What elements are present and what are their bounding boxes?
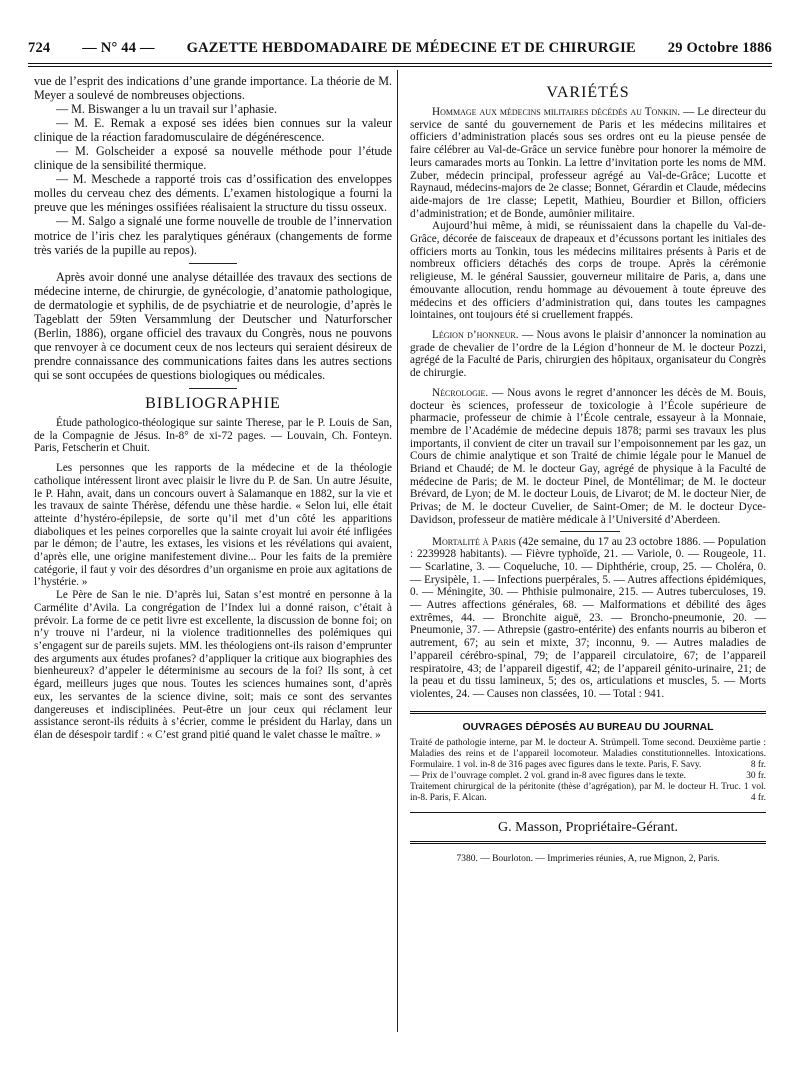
report-item: — M. Biswanger a lu un travail sur l’aphasie.: [56, 102, 277, 117]
mortalite-text: (42e semaine, du 17 au 23 octobre 1886. — Population : 2239928 habitants). — Fièvre typhoïde, 21. — Variole, 0. — Rougeole, 11. — Scarlatine, 3. — Coqueluche, 10. — Diphthérie, croup, 25. — Choléra, 0. — Erysipèle, 1. — Infections puerpérales, 5. — Autres affections épidémiques, 0. — Méningite, 30. — Phthisie pulmonaire, 215. — Autres tuberculoses, 19. — Autres affections générales, 68. — Malformations et débilité des âges extrêmes, 44. — Bronchite aiguë, 23. — Broncho-pneumonie, 20. — Pneumonie, 37. — Athrepsie (gastro-entérite) des enfants nourris au biberon et autrement, 67; au sein et mixte, 37; inconnu, 9. — Autres maladies de l’appareil cérébro-spinal, 79; de l’appareil circulatoire, 67; de l’appareil respiratoire, 43; de l’appareil digestif, 42; de l’appareil génito-urinaire, 21; de la peau et du tissu lamineux, 5; des os, articulations et muscles, 5. — Morts violentes, 24. — Causes non classées, 10. — Total : 941.: [410, 535, 767, 700]
intro-paragraph: vue de l’esprit des indications d’une grande importance. La théorie de M. Meyer a soulevé de nombreuses objections.: [34, 74, 392, 103]
ouvrage-text: Traité de pathologie interne, par M. le docteur A. Strümpell. Tome second. Deuxième partie : Maladies des reins et de l’appareil locomoteur. Maladies constitutionnelles. Intoxications. Formulaire. 1 vol. in-8 de 316 pages avec figures dans le texte. Paris, F. Savy.: [410, 737, 766, 770]
ouvrage-price: 8 fr.: [750, 759, 766, 770]
summary-paragraph: Après avoir donné une analyse détaillée des travaux des sections de médecine interne, de chirurgie, de gynécologie, d’anatomie pathologique, de dermatologie et syphilis, de de psychiatrie et de neurologie, d’après le Tageblatt der 59ten Versammlung der Deutscher und Naturforscher (Berlin, 1886), organe officiel des travaux du Congrès, nous ne pouvons que renvoyer à ce document ceux de nos lecteurs qui seraient désireux de prendre connaissance des communications faites dans les autres sections qui se sont occupées de questions biologiques ou médicales.: [34, 269, 392, 382]
necrologie-title: Nécrologie.: [432, 386, 489, 399]
header-rule-2: [28, 66, 772, 67]
section-rule: [410, 711, 766, 714]
hommage-title: Hommage aux médecins militaires décédés au Tonkin.: [432, 106, 681, 119]
header-rule: [28, 63, 772, 64]
legion-text: — Nous avons le plaisir d’annoncer la nomination au grade de chevalier de l’ordre de la Légion d’honneur de M. le docteur Pozzi, agrégé de la Faculté de Paris, chirurgien des hôpitaux, organisateur du Congrès de chirurgie.: [410, 329, 766, 380]
left-column: [34, 74, 392, 742]
ouvrage-text: Traitement chirurgical de la péritonite (thèse d’agrégation), par M. le docteur H. Truc. 1 vol. in-8. Paris, F. Alcan.: [410, 782, 766, 804]
report-item: — M. Meschede a rapporté trois cas d’ossification des enveloppes molles du cerveau chez des déments. L’examen histologique a fourni la preuve que les méninges ossifiées réalisaient la structure du tissu osseux.: [34, 172, 392, 215]
ouvrage-price: 30 fr.: [746, 771, 766, 782]
page-number: 724: [28, 40, 51, 56]
hommage-text: — Le directeur du service de santé du gouvernement de Paris et les médecins militaires et officiers d’administration placés sous ses ordres ont eu la pieuse pensée de faire célébrer au Val-de-Grâce un service funèbre pour honorer la mémoire de leurs camarades morts au Tonkin. La lettre d’invitation porte les noms de MM. Zuber, médecin principal, professeur agrégé au Val-de-Grâce; Lucotte et Raynaud, médecins-majors de 2e classe; Bonnet, Gérardin et Claude, médecins aide-majors de 1re classe; Lepetit, Mathieu, Bourdier et Billon, officiers d’administration; et de Bonde, aumônier militaire.: [410, 106, 766, 220]
report-item: — M. Golscheider a exposé sa nouvelle méthode pour l’étude clinique de la sensibilité thermique.: [34, 144, 392, 173]
varietes-heading: VARIÉTÉS: [546, 84, 630, 101]
ouvrage-entry: [410, 738, 766, 771]
ouvrage-entry: [410, 771, 766, 782]
ouvrage-text: — Prix de l’ouvrage complet. 2 vol. grand in-8 avec figures dans le texte.: [410, 771, 686, 782]
journal-title: GAZETTE HEBDOMADAIRE DE MÉDECINE ET DE CHIRURGIE: [186, 40, 636, 56]
issue-number: — N° 44 —: [82, 40, 155, 56]
right-column: [410, 74, 766, 866]
bibliography-heading: BIBLIOGRAPHIE: [145, 394, 281, 412]
report-item: — M. E. Remak a exposé ses idées bien connues sur la valeur clinique de la réaction faradomusculaire de dégénérescence.: [34, 116, 392, 145]
report-item: — M. Salgo a signalé une forme nouvelle de trouble de l’innervation motrice de l’iris chez les paralytiques généraux (changements de forme très variés de la pupille au repos).: [34, 214, 392, 257]
mortalite-paragraph: [410, 536, 766, 701]
printer-imprint: 7380. — Bourloton. — Imprimeries réunies, A, rue Mignon, 2, Paris.: [456, 854, 720, 865]
necrologie-paragraph: [410, 387, 766, 527]
separator: [560, 531, 620, 532]
section-rule: [410, 812, 766, 813]
ouvrage-entry: [410, 782, 766, 804]
bibliography-entry: Étude pathologico-théologique sur sainte Therese, par le P. Louis de San, de la Compagnie de Jésus. In-8° de xi-72 pages. — Louvain, Ch. Fonteyn. Paris, Fetscherin et Chuit.: [34, 417, 392, 455]
necrologie-text: — Nous avons le regret d’annoncer les décès de M. Bouis, docteur ès sciences, professeur de toxicologie à l’École supérieure de pharmacie, professeur de chimie à l’École centrale, essayeur à la Monnaie, membre de l’Académie de médecine depuis 1878; parmi ses travaux les plus importants, il convient de citer un travail sur l’empoisonnement par les gaz, un Cours de chimie analytique et son Traité de chimie légale pour le Manuel de Briand et Chaudé; de M. le docteur Gay, agrégé de physique à la Faculté de médecine de Paris; de M. le docteur Pinel, de Montélimar; de M. le docteur Brévard, de Lyon; de M. le docteur Louis, de Livarot; de M. le docteur Nier, de Privas; de M. le docteur Cuvelier, de Saint-Omer; de M. le docteur Dyce-Davidson, professeur de matière médicale à l’Université d’Aberdeen.: [410, 386, 766, 526]
separator: [189, 263, 237, 264]
publisher-signature: G. Masson, Propriétaire-Gérant.: [497, 820, 678, 836]
ouvrages-list: [410, 738, 766, 805]
hommage-paragraph-2: Aujourd’hui même, à midi, se réunissaient dans la chapelle du Val-de-Grâce, décorée de faisceaux de drapeaux et d’écussons portant les initiales des officiers morts au Tonkin, tous les médecins militaires présents à Paris et de nombreux officiers détachés des corps de troupe. Après la cérémonie religieuse, M. le général Saussier, gouverneur militaire de Paris, a, dans une émouvante allocution, rendu hommage au dévouement à toute épreuve des médecins et des officiers d’administration qui, dans toutes les campagnes lointaines, ont toujours été si cruellement frappés.: [410, 220, 766, 322]
mortalite-title: Mortalité à Paris: [432, 535, 516, 548]
section-rule: [410, 841, 766, 844]
ouvrage-price: 4 fr.: [750, 793, 766, 804]
ouvrages-heading: OUVRAGES DÉPOSÉS AU BUREAU DU JOURNAL: [462, 720, 714, 733]
legion-paragraph: [410, 329, 766, 380]
bibliography-paragraph: Les personnes que les rapports de la médecine et de la théologie catholique intéressent liront avec plaisir le livre du P. de San. Un autre Jésuite, le P. Hahn, avait, dans un concours ouvert à Salamanque en 1882, sur la vie et les travaux de sainte Thérèse, défendu une thèse hardie. « Selon lui, elle était atteinte d’hystéro-épilepsie, de sorte qu’il met d’un côté les apparitions diaboliques et les peines corporelles que la sainte croyait lui avoir été infligées par le démon; de l’autre, les extases, les visions et les révélations qui avaient, d’après elle, une origine manifestement divine... Pour les faits de la première catégorie, il faut y voir des désordres d’un organisme en proie aux agitations de l’hystérie. »: [34, 462, 392, 589]
legion-title: Légion d’honneur.: [432, 329, 519, 341]
issue-date: 29 Octobre 1886: [667, 40, 772, 56]
hommage-paragraph: [410, 106, 766, 220]
page-header: [28, 40, 772, 62]
bibliography-paragraph: Le Père de San le nie. D’après lui, Satan s’est montré en personne à la Carmélite d’Avila. La congrégation de l’Index lui a donné raison, c’était à prévoir. La forme de ce petit livre est excellente, la discussion de bonne foi; on n’y trouve ni l’ardeur, ni la violence traditionnelles des polémiques qui s’engagent sur de pareils sujets. MM. les théologiens ont-ils raison d’emprunter des arguments aux études profanes? d’appliquer la critique aux biographies des bienheureux? d’appeler le déterminisme au secours de la foi? Ils sont, à cet égard, meilleurs juges que nous. Toutes les sciences humaines sont, d’après eux, les servantes de la science divine, soit; mais ce sont des servantes dangereuses et indisciplinées. Peut-être un jour ceux qui réclament leur assistance seront-ils réduits à s’écrier, comme le président du Harlay, dans un élan de désespoir tardif : « C’est grand pitié quand le valet chasse le maître. »: [34, 589, 392, 741]
column-divider: [397, 70, 398, 1032]
separator: [189, 388, 237, 389]
